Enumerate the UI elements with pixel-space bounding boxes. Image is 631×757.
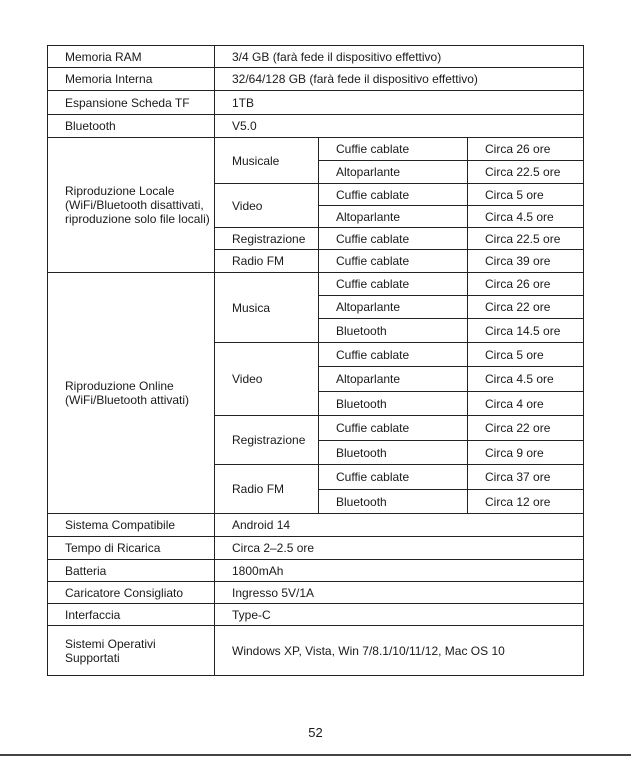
row-value: Ingresso 5V/1A: [215, 582, 584, 604]
time-cell: Circa 37 ore: [468, 465, 584, 490]
table-row: [48, 582, 584, 604]
device-cell: Bluetooth: [319, 392, 468, 416]
row-value: V5.0: [215, 115, 584, 138]
time-cell: Circa 4.5 ore: [468, 367, 584, 392]
device-cell: Bluetooth: [319, 319, 468, 343]
time-cell: Circa 14.5 ore: [468, 319, 584, 343]
time-cell: Circa 39 ore: [468, 250, 584, 273]
time-cell: Circa 4 ore: [468, 392, 584, 416]
row-label: Tempo di Ricarica: [48, 537, 215, 560]
bottom-divider: [0, 754, 631, 756]
spec-table: [47, 45, 584, 676]
device-cell: Cuffie cablate: [319, 416, 468, 441]
device-cell: Cuffie cablate: [319, 228, 468, 250]
device-cell: Bluetooth: [319, 490, 468, 514]
row-label: Sistemi Operativi Supportati: [48, 626, 215, 676]
table-row: [48, 115, 584, 138]
device-cell: Cuffie cablate: [319, 465, 468, 490]
row-value: 32/64/128 GB (farà fede il dispositivo effettivo): [215, 68, 584, 91]
time-cell: Circa 26 ore: [468, 273, 584, 296]
time-cell: Circa 12 ore: [468, 490, 584, 514]
row-value: Type-C: [215, 604, 584, 626]
time-cell: Circa 22.5 ore: [468, 228, 584, 250]
time-cell: Circa 22 ore: [468, 416, 584, 441]
row-label: Espansione Scheda TF: [48, 91, 215, 115]
mode-label: Video: [215, 343, 319, 416]
table-row: [48, 273, 584, 296]
time-cell: Circa 4.5 ore: [468, 206, 584, 228]
mode-label: Registrazione: [215, 228, 319, 250]
table-row: [48, 138, 584, 161]
device-cell: Altoparlante: [319, 367, 468, 392]
time-cell: Circa 26 ore: [468, 138, 584, 161]
local-playback-label: Riproduzione Locale (WiFi/Bluetooth disattivati, riproduzione solo file locali): [48, 138, 215, 273]
row-value: Circa 2–2.5 ore: [215, 537, 584, 560]
mode-label: Radio FM: [215, 465, 319, 514]
table-row: [48, 514, 584, 537]
row-label: Memoria Interna: [48, 68, 215, 91]
mode-label: Musica: [215, 273, 319, 343]
device-cell: Cuffie cablate: [319, 273, 468, 296]
row-value: 1800mAh: [215, 560, 584, 582]
device-cell: Altoparlante: [319, 161, 468, 184]
mode-label: Video: [215, 184, 319, 228]
row-label: Bluetooth: [48, 115, 215, 138]
row-label: Caricatore Consigliato: [48, 582, 215, 604]
device-cell: Cuffie cablate: [319, 343, 468, 367]
table-row: [48, 537, 584, 560]
row-label: Memoria RAM: [48, 46, 215, 68]
table-row: [48, 560, 584, 582]
device-cell: Bluetooth: [319, 441, 468, 465]
page-number: 52: [308, 725, 323, 740]
row-value: 1TB: [215, 91, 584, 115]
row-label: Sistema Compatibile: [48, 514, 215, 537]
mode-label: Musicale: [215, 138, 319, 184]
time-cell: Circa 5 ore: [468, 343, 584, 367]
table-row: [48, 604, 584, 626]
device-cell: Altoparlante: [319, 296, 468, 319]
row-value: Windows XP, Vista, Win 7/8.1/10/11/12, Mac OS 10: [215, 626, 584, 676]
device-cell: Cuffie cablate: [319, 250, 468, 273]
table-row: [48, 46, 584, 68]
time-cell: Circa 5 ore: [468, 184, 584, 206]
device-cell: Cuffie cablate: [319, 138, 468, 161]
device-cell: Altoparlante: [319, 206, 468, 228]
row-value: Android 14: [215, 514, 584, 537]
table-row: [48, 626, 584, 676]
mode-label: Registrazione: [215, 416, 319, 465]
time-cell: Circa 9 ore: [468, 441, 584, 465]
online-playback-label: Riproduzione Online (WiFi/Bluetooth attivati): [48, 273, 215, 514]
row-value: 3/4 GB (farà fede il dispositivo effettivo): [215, 46, 584, 68]
row-label: Batteria: [48, 560, 215, 582]
table-row: [48, 91, 584, 115]
time-cell: Circa 22.5 ore: [468, 161, 584, 184]
table-row: [48, 68, 584, 91]
row-label: Interfaccia: [48, 604, 215, 626]
device-cell: Cuffie cablate: [319, 184, 468, 206]
mode-label: Radio FM: [215, 250, 319, 273]
time-cell: Circa 22 ore: [468, 296, 584, 319]
